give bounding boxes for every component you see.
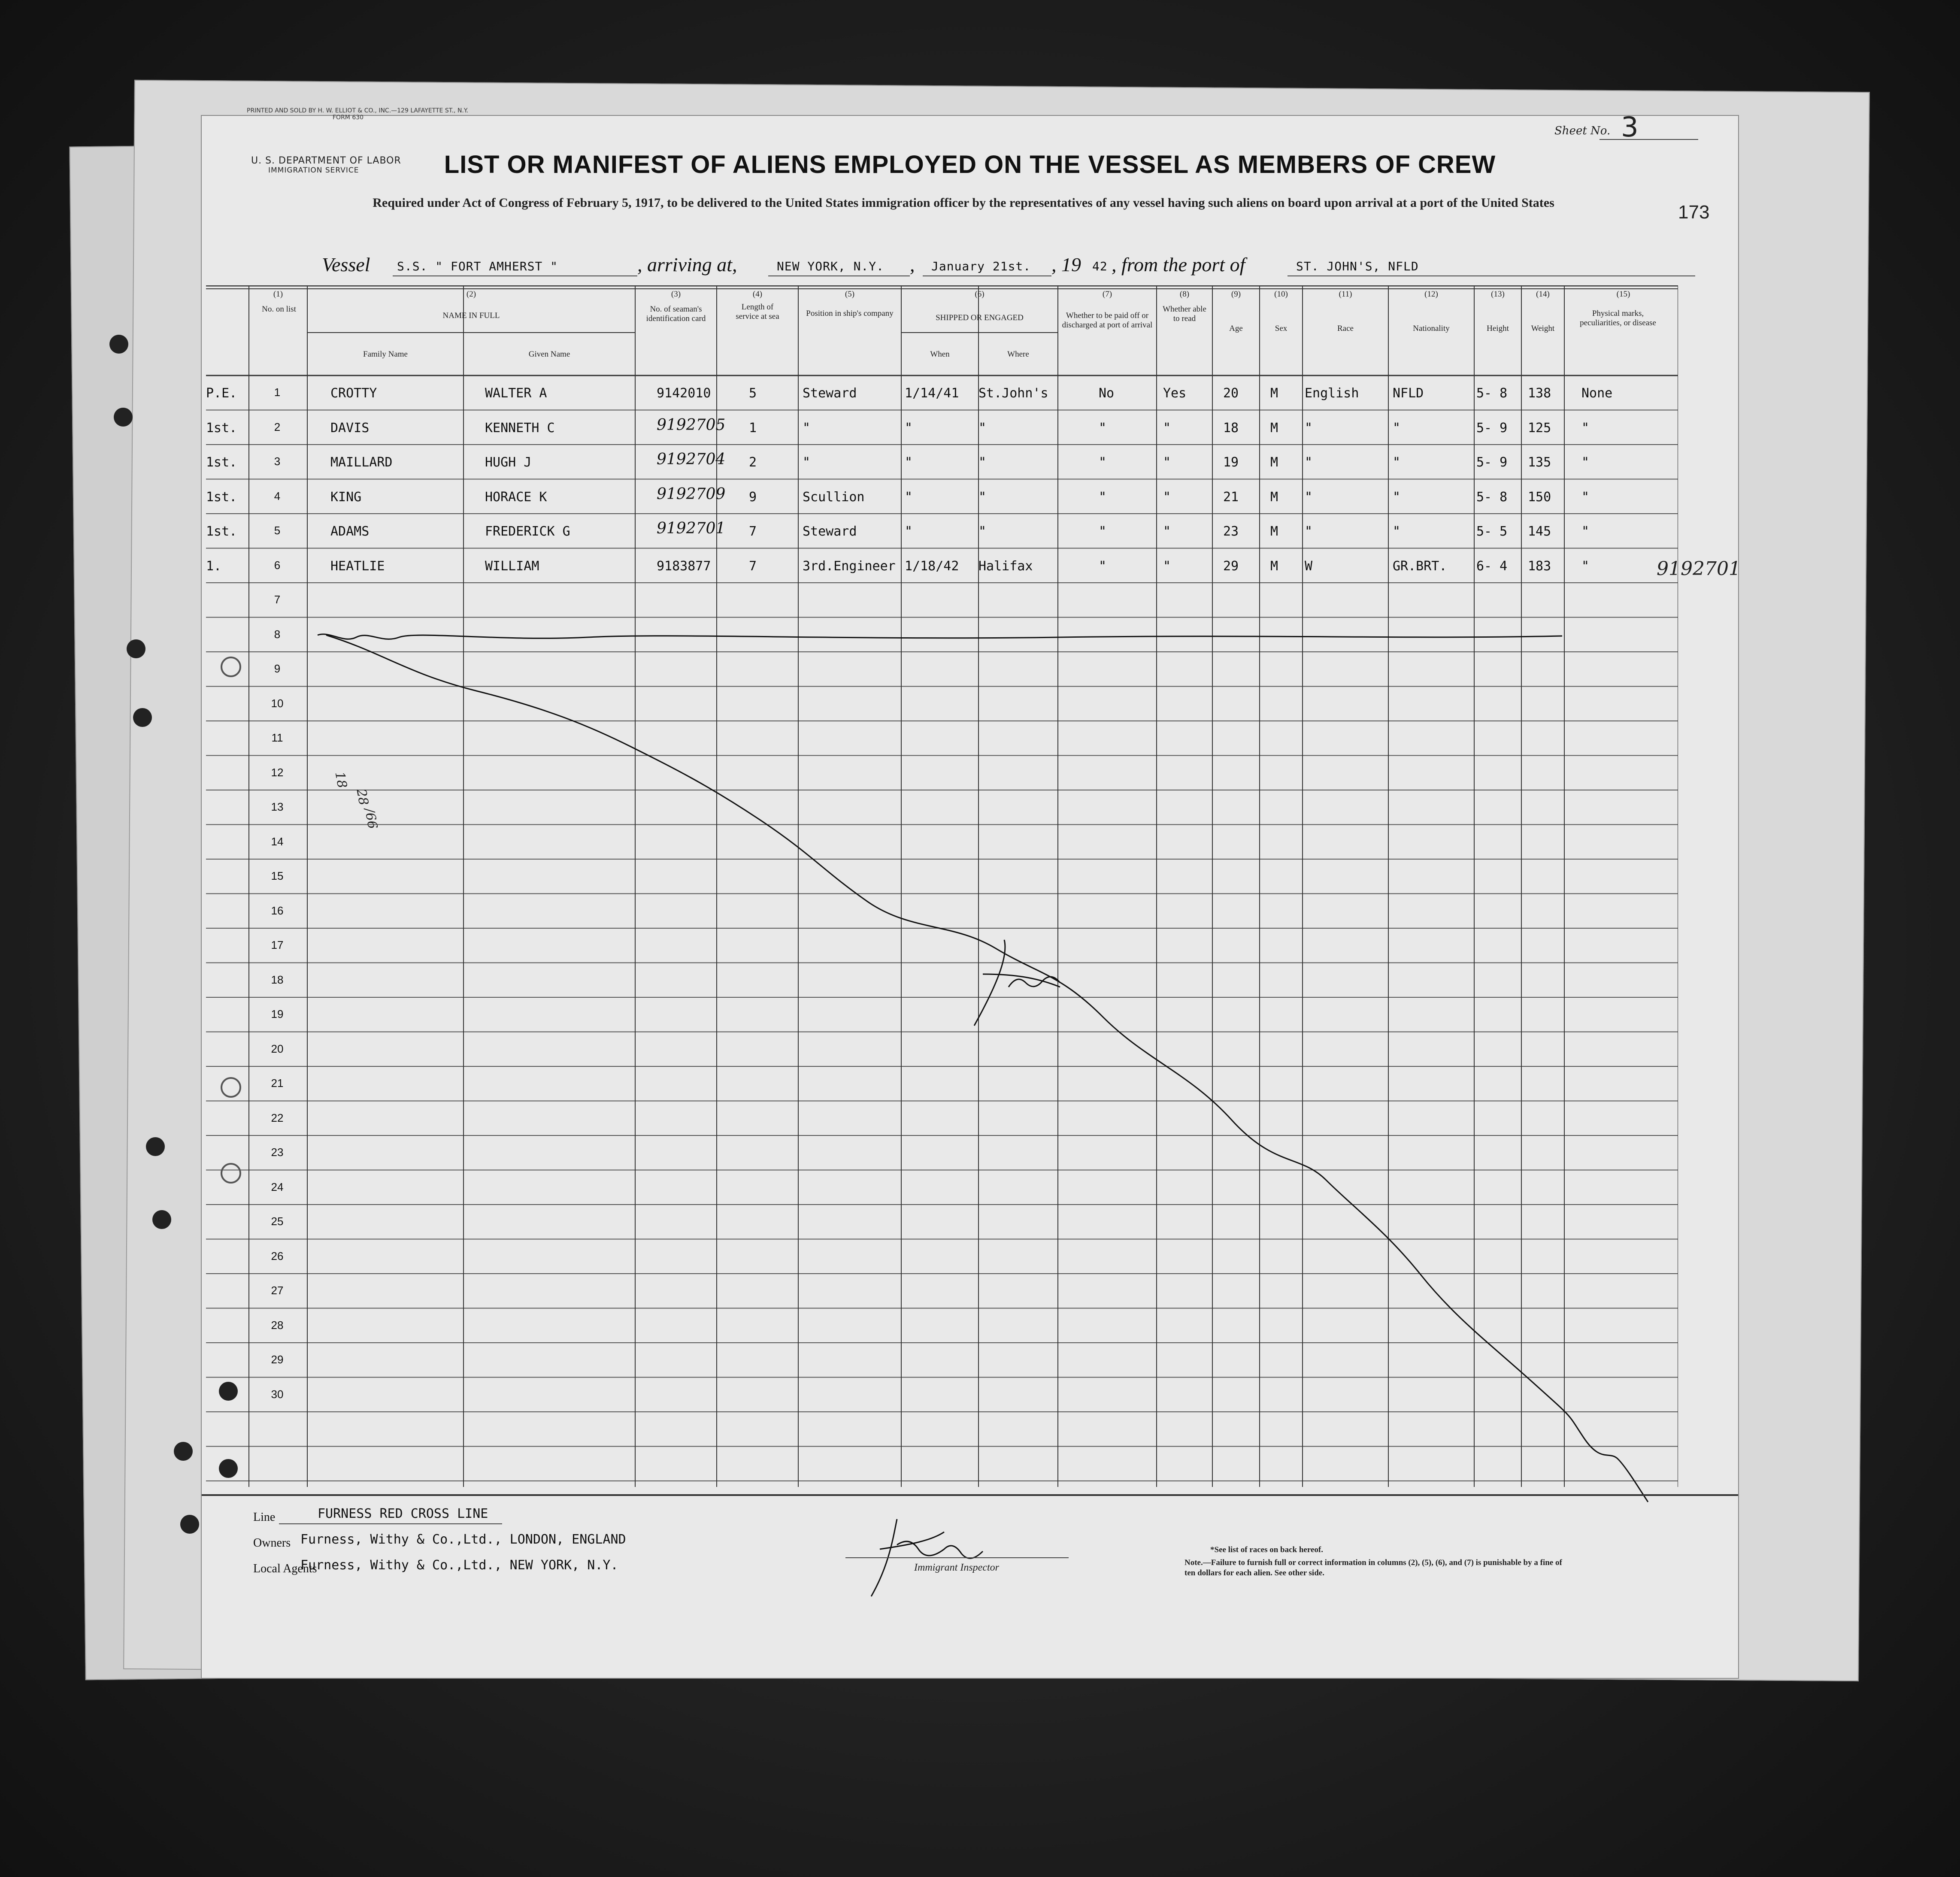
physical-marks: " [1581, 489, 1590, 505]
sheet-number: Sheet No. 3 [1554, 124, 1610, 137]
row-number: 11 [271, 731, 283, 744]
binder-hole [109, 335, 128, 354]
given-name: WILLIAM [485, 558, 539, 574]
row-margin-mark: P.E. [206, 386, 237, 401]
sex: M [1270, 386, 1278, 401]
service-length: 7 [749, 524, 757, 539]
service-length: 2 [749, 455, 757, 470]
card-number: 9192701 [657, 520, 726, 537]
card-number: 9142010 [657, 386, 711, 401]
col-11-label: Race [1337, 324, 1354, 333]
sex: M [1270, 558, 1278, 574]
row-number: 14 [271, 835, 284, 848]
local-agents: Furness, Withy & Co.,Ltd., NEW YORK, N.Y. [300, 1558, 618, 1573]
physical-marks: None [1581, 386, 1613, 401]
binder-hole [133, 708, 152, 727]
row-number: 7 [274, 593, 281, 606]
family-name: DAVIS [330, 420, 370, 436]
row-number: 8 [274, 627, 281, 641]
margin-note: 28 [353, 787, 371, 807]
row-number: 18 [271, 973, 284, 986]
row-number: 28 [271, 1318, 284, 1332]
card-number: 9192709 [657, 485, 726, 503]
row-number: 16 [271, 904, 284, 917]
paid-off: " [1099, 524, 1107, 539]
row-number: 30 [271, 1387, 284, 1401]
paid-off: " [1099, 455, 1107, 470]
binder-hole [127, 639, 145, 658]
margin-note: 18 [332, 770, 350, 790]
col-10-number: (10) [1274, 290, 1288, 299]
col-3-number: (3) [671, 290, 681, 299]
nationality: NFLD [1393, 386, 1424, 401]
col-11-number: (11) [1339, 290, 1352, 299]
line-name: FURNESS RED CROSS LINE [318, 1506, 488, 1521]
binder-hole [174, 1442, 193, 1461]
col-given-name-label: Given Name [528, 350, 570, 359]
nationality: " [1393, 455, 1401, 470]
row-number: 25 [271, 1215, 284, 1228]
family-name: KING [330, 489, 362, 505]
position: Scullion [803, 489, 865, 505]
row-margin-mark: 1st. [206, 524, 237, 539]
binder-hole [146, 1137, 165, 1156]
position: " [803, 455, 811, 470]
stamped-page-number: 173 [1678, 202, 1710, 223]
position: Steward [803, 386, 857, 401]
shipped-when: " [905, 455, 913, 470]
strike-through-line [202, 116, 1738, 1678]
able-to-read: " [1163, 558, 1171, 574]
position: 3rd.Engineer [803, 558, 896, 574]
given-name: HORACE K [485, 489, 547, 505]
physical-marks: " [1581, 558, 1590, 574]
col-9-number: (9) [1231, 290, 1241, 299]
shipped-when: " [905, 524, 913, 539]
row-number: 1 [274, 386, 281, 399]
race: W [1305, 558, 1313, 574]
voyage-line: Vessel S.S. " FORT AMHERST " , arriving at, NEW YORK, N.Y. , January 21st. , 19 42 , from the port of ST. JOHN'S, NFLD [322, 253, 1695, 279]
shipped-where: " [978, 489, 987, 505]
row-number: 22 [271, 1111, 284, 1124]
family-name: CROTTY [330, 386, 377, 401]
race: " [1305, 455, 1313, 470]
height: 5- 9 [1476, 455, 1508, 470]
col-family-name-label: Family Name [363, 350, 408, 359]
given-name: HUGH J [485, 455, 532, 470]
able-to-read: " [1163, 524, 1171, 539]
col-1-label: No. on list [262, 305, 296, 314]
row-margin-mark: 1. [206, 558, 222, 574]
family-name: MAILLARD [330, 455, 393, 470]
page-subtitle: Required under Act of Congress of February 5, 1917, to be delivered to the United States immigration officer by the representatives of any vessel having such aliens on board upon arrival at a port of the United States [373, 196, 1554, 210]
card-number: 9192705 [657, 416, 726, 434]
col-13-number: (13) [1491, 290, 1505, 299]
row-number: 4 [274, 489, 281, 503]
departure-port: ST. JOHN'S, NFLD [1296, 259, 1419, 273]
row-number: 3 [274, 455, 281, 468]
col-10-label: Sex [1275, 324, 1287, 333]
col-2-number: (2) [466, 290, 476, 299]
col-9-label: Age [1229, 324, 1243, 333]
paid-off: " [1099, 420, 1107, 436]
position: Steward [803, 524, 857, 539]
col-15-label: Physical marks, peculiarities, or disease [1580, 309, 1656, 327]
weight: 135 [1528, 455, 1551, 470]
age: 18 [1223, 420, 1239, 436]
row-number: 12 [271, 766, 284, 779]
age: 19 [1223, 455, 1239, 470]
col-12-number: (12) [1424, 290, 1438, 299]
service-length: 7 [749, 558, 757, 574]
height: 5- 8 [1476, 489, 1508, 505]
shipped-when: " [905, 420, 913, 436]
race: English [1305, 386, 1359, 401]
position: " [803, 420, 811, 436]
row-number: 20 [271, 1042, 284, 1055]
able-to-read: Yes [1163, 386, 1187, 401]
row-number: 13 [271, 800, 284, 813]
sex: M [1270, 420, 1278, 436]
card-number: 9192704 [657, 451, 726, 468]
margin-card-number: 9192701 [1657, 558, 1741, 580]
sex: M [1270, 489, 1278, 505]
page-title: LIST OR MANIFEST OF ALIENS EMPLOYED ON THE VESSEL AS MEMBERS OF CREW [444, 151, 1496, 179]
col-4-number: (4) [752, 290, 763, 299]
footer-rule [202, 1494, 1738, 1496]
row-number: 15 [271, 869, 284, 882]
col-1-number: (1) [273, 290, 283, 299]
shipped-where: Halifax [978, 558, 1033, 574]
family-name: ADAMS [330, 524, 370, 539]
weight: 138 [1528, 386, 1551, 401]
owners: Furness, Withy & Co.,Ltd., LONDON, ENGLAND [300, 1532, 626, 1547]
age: 23 [1223, 524, 1239, 539]
col-where-label: Where [1007, 350, 1029, 359]
weight: 183 [1528, 558, 1551, 574]
given-name: FREDERICK G [485, 524, 570, 539]
row-number: 24 [271, 1180, 284, 1193]
shipped-when: " [905, 489, 913, 505]
shipped-where: " [978, 524, 987, 539]
able-to-read: " [1163, 455, 1171, 470]
given-name: WALTER A [485, 386, 547, 401]
inspector-label: Immigrant Inspector [914, 1562, 999, 1573]
shipped-when: 1/18/42 [905, 558, 959, 574]
binder-hole [180, 1515, 199, 1534]
able-to-read: " [1163, 420, 1171, 436]
paid-off: " [1099, 489, 1107, 505]
nationality: " [1393, 489, 1401, 505]
col-14-label: Weight [1531, 324, 1555, 333]
row-number: 17 [271, 938, 284, 951]
arrival-year: 42 [1092, 259, 1108, 273]
height: 6- 4 [1476, 558, 1508, 574]
manifest-sheet: PRINTED AND SOLD BY H. W. ELLIOT & CO., INC.—129 LAFAYETTE ST., N.Y. FORM 630 U. S. DEPARTMENT OF LABOR IMMIGRATION SERVICE Sheet No. 3 LIST OR MANIFEST OF ALIENS EMPLOYED ON THE VESSEL AS MEMBERS OF CREW Required under Act of Congress of February 5, 1917, to be delivered to the United States immigration officer by the representatives of any vessel having such aliens on board upon arrival at a port of the United States 173 Vessel S.S. " FORT AMHERST " , arriving at, NEW YORK, N.Y. , January 21st. , 19 42 , from the port of ST. JOHN'S, NFLD (1) No. on list (2) NAME IN FULL Family Name Given Name (3) No. of seaman's identification card (4) Length of service at sea (5) Position in ship's company (6) SHIPPED OR ENGAGED When Where (7) Whether to be paid off or discharged at port of arrival (8) Whether able to read (9) Age (10) Sex (11) Race (12) Nationality (13) Height (14) Weight (15) Physical marks, peculiarities, or disease P.E. 1 CROTTY WALTER A 9142010 5 Steward 1/14/41 St.John's No Yes 20 M English NFLD 5- 8 138 None 1st. 2 DAVIS KENNETH C 9192705 1 " " " " " 18 M " " 5- 9 125 " 1st. 3 MAILLARD HUGH J 9192704 2 " " " " " 19 M " " 5- 9 135 " 1st. 4 KING HORACE K 9192709 9 Scullion " " " " 21 M " " 5- 8 150 " 1st. 5 ADAMS FREDERICK G 9192701 7 Steward " " " " 23 M " " 5- 5 145 " 1. 6 HEATLIE WILLIAM 9183877 7 3rd.Engineer 1/18/42 Halifax " " 29 M W GR.BRT. 6- 4 183 " 7 8 9 10 11 12 13 14 15 16 17 18 19 20 21 22 23 24 25 26 27 28 29 30 9192701 18 28 /66 Line FURNESS RED CROSS LINE Owners Furness, Withy & Co.,Ltd., LONDON, ENGLAND Local Agents Furness, Withy & Co.,Ltd., NEW YORK, N.Y. Immigrant Inspector *See list of races on back hereof. Note.—Failure to furnish full or correct information in columns (2), (5), (6), and (7) is punishable by a fine of ten dollars for each alien. See other side. [202, 116, 1738, 1678]
row-number: 6 [274, 558, 281, 572]
col-8-number: (8) [1179, 290, 1190, 299]
binder-hole [114, 408, 133, 427]
given-name: KENNETH C [485, 420, 555, 436]
sex: M [1270, 455, 1278, 470]
age: 20 [1223, 386, 1239, 401]
col-3-label: No. of seaman's identification card [646, 305, 706, 323]
age: 21 [1223, 489, 1239, 505]
card-number: 9183877 [657, 558, 711, 574]
printer-imprint: PRINTED AND SOLD BY H. W. ELLIOT & CO., INC.—129 LAFAYETTE ST., N.Y. FORM 630 [247, 107, 469, 121]
row-number: 26 [271, 1249, 284, 1262]
arrival-date: January 21st. [931, 259, 1031, 273]
col-15-number: (15) [1616, 290, 1630, 299]
height: 5- 9 [1476, 420, 1508, 436]
nationality: GR.BRT. [1393, 558, 1447, 574]
physical-marks: " [1581, 420, 1590, 436]
row-number: 23 [271, 1146, 284, 1159]
paid-off: " [1099, 558, 1107, 574]
weight: 150 [1528, 489, 1551, 505]
row-number: 19 [271, 1008, 284, 1020]
col-5-number: (5) [845, 290, 855, 299]
row-margin-mark: 1st. [206, 455, 237, 470]
shipped-when: 1/14/41 [905, 386, 959, 401]
sheet-number-value: 3 [1621, 112, 1639, 143]
age: 29 [1223, 558, 1239, 574]
service-length: 9 [749, 489, 757, 505]
col-2-label: NAME IN FULL [442, 311, 500, 320]
weight: 145 [1528, 524, 1551, 539]
col-14-number: (14) [1536, 290, 1550, 299]
height: 5- 5 [1476, 524, 1508, 539]
sex: M [1270, 524, 1278, 539]
col-7-number: (7) [1102, 290, 1112, 299]
row-number: 29 [271, 1353, 284, 1366]
height: 5- 8 [1476, 386, 1508, 401]
race: " [1305, 524, 1313, 539]
row-margin-mark: 1st. [206, 489, 237, 505]
family-name: HEATLIE [330, 558, 385, 574]
department-heading: U. S. DEPARTMENT OF LABOR IMMIGRATION SERVICE [251, 155, 401, 175]
row-number: 5 [274, 524, 281, 537]
arrival-port: NEW YORK, N.Y. [777, 259, 885, 273]
col-5-label: Position in ship's company [806, 309, 894, 318]
physical-marks: " [1581, 524, 1590, 539]
race: " [1305, 489, 1313, 505]
binder-hole [152, 1210, 171, 1229]
able-to-read: " [1163, 489, 1171, 505]
col-13-label: Height [1487, 324, 1509, 333]
col-7-label: Whether to be paid off or discharged at port of arrival [1062, 311, 1153, 330]
weight: 125 [1528, 420, 1551, 436]
row-number: 10 [271, 696, 284, 710]
service-length: 1 [749, 420, 757, 436]
physical-marks: " [1581, 455, 1590, 470]
row-margin-mark: 1st. [206, 420, 237, 436]
row-number: 27 [271, 1284, 284, 1297]
col-6-number: (6) [975, 290, 985, 299]
service-length: 5 [749, 386, 757, 401]
nationality: " [1393, 524, 1401, 539]
col-6-label: SHIPPED OR ENGAGED [936, 313, 1024, 322]
margin-note: /66 [361, 807, 380, 830]
col-12-label: Nationality [1413, 324, 1450, 333]
shipped-where: St.John's [978, 386, 1048, 401]
shipped-where: " [978, 455, 987, 470]
nationality: " [1393, 420, 1401, 436]
row-number: 9 [274, 662, 281, 675]
race: " [1305, 420, 1313, 436]
col-8-label: Whether able to read [1163, 305, 1206, 323]
vessel-name: S.S. " FORT AMHERST " [397, 259, 558, 273]
col-when-label: When [930, 350, 950, 359]
shipped-where: " [978, 420, 987, 436]
row-number: 21 [271, 1077, 284, 1090]
races-note: *See list of races on back hereof. [1210, 1545, 1323, 1554]
row-number: 2 [274, 420, 281, 433]
penalty-note: Note.—Failure to furnish full or correct information in columns (2), (5), (6), and (7) is punishable by a fine of ten dollars for each alien. See other side. [1184, 1558, 1562, 1577]
paid-off: No [1099, 386, 1115, 401]
col-4-label: Length of service at sea [736, 303, 779, 321]
